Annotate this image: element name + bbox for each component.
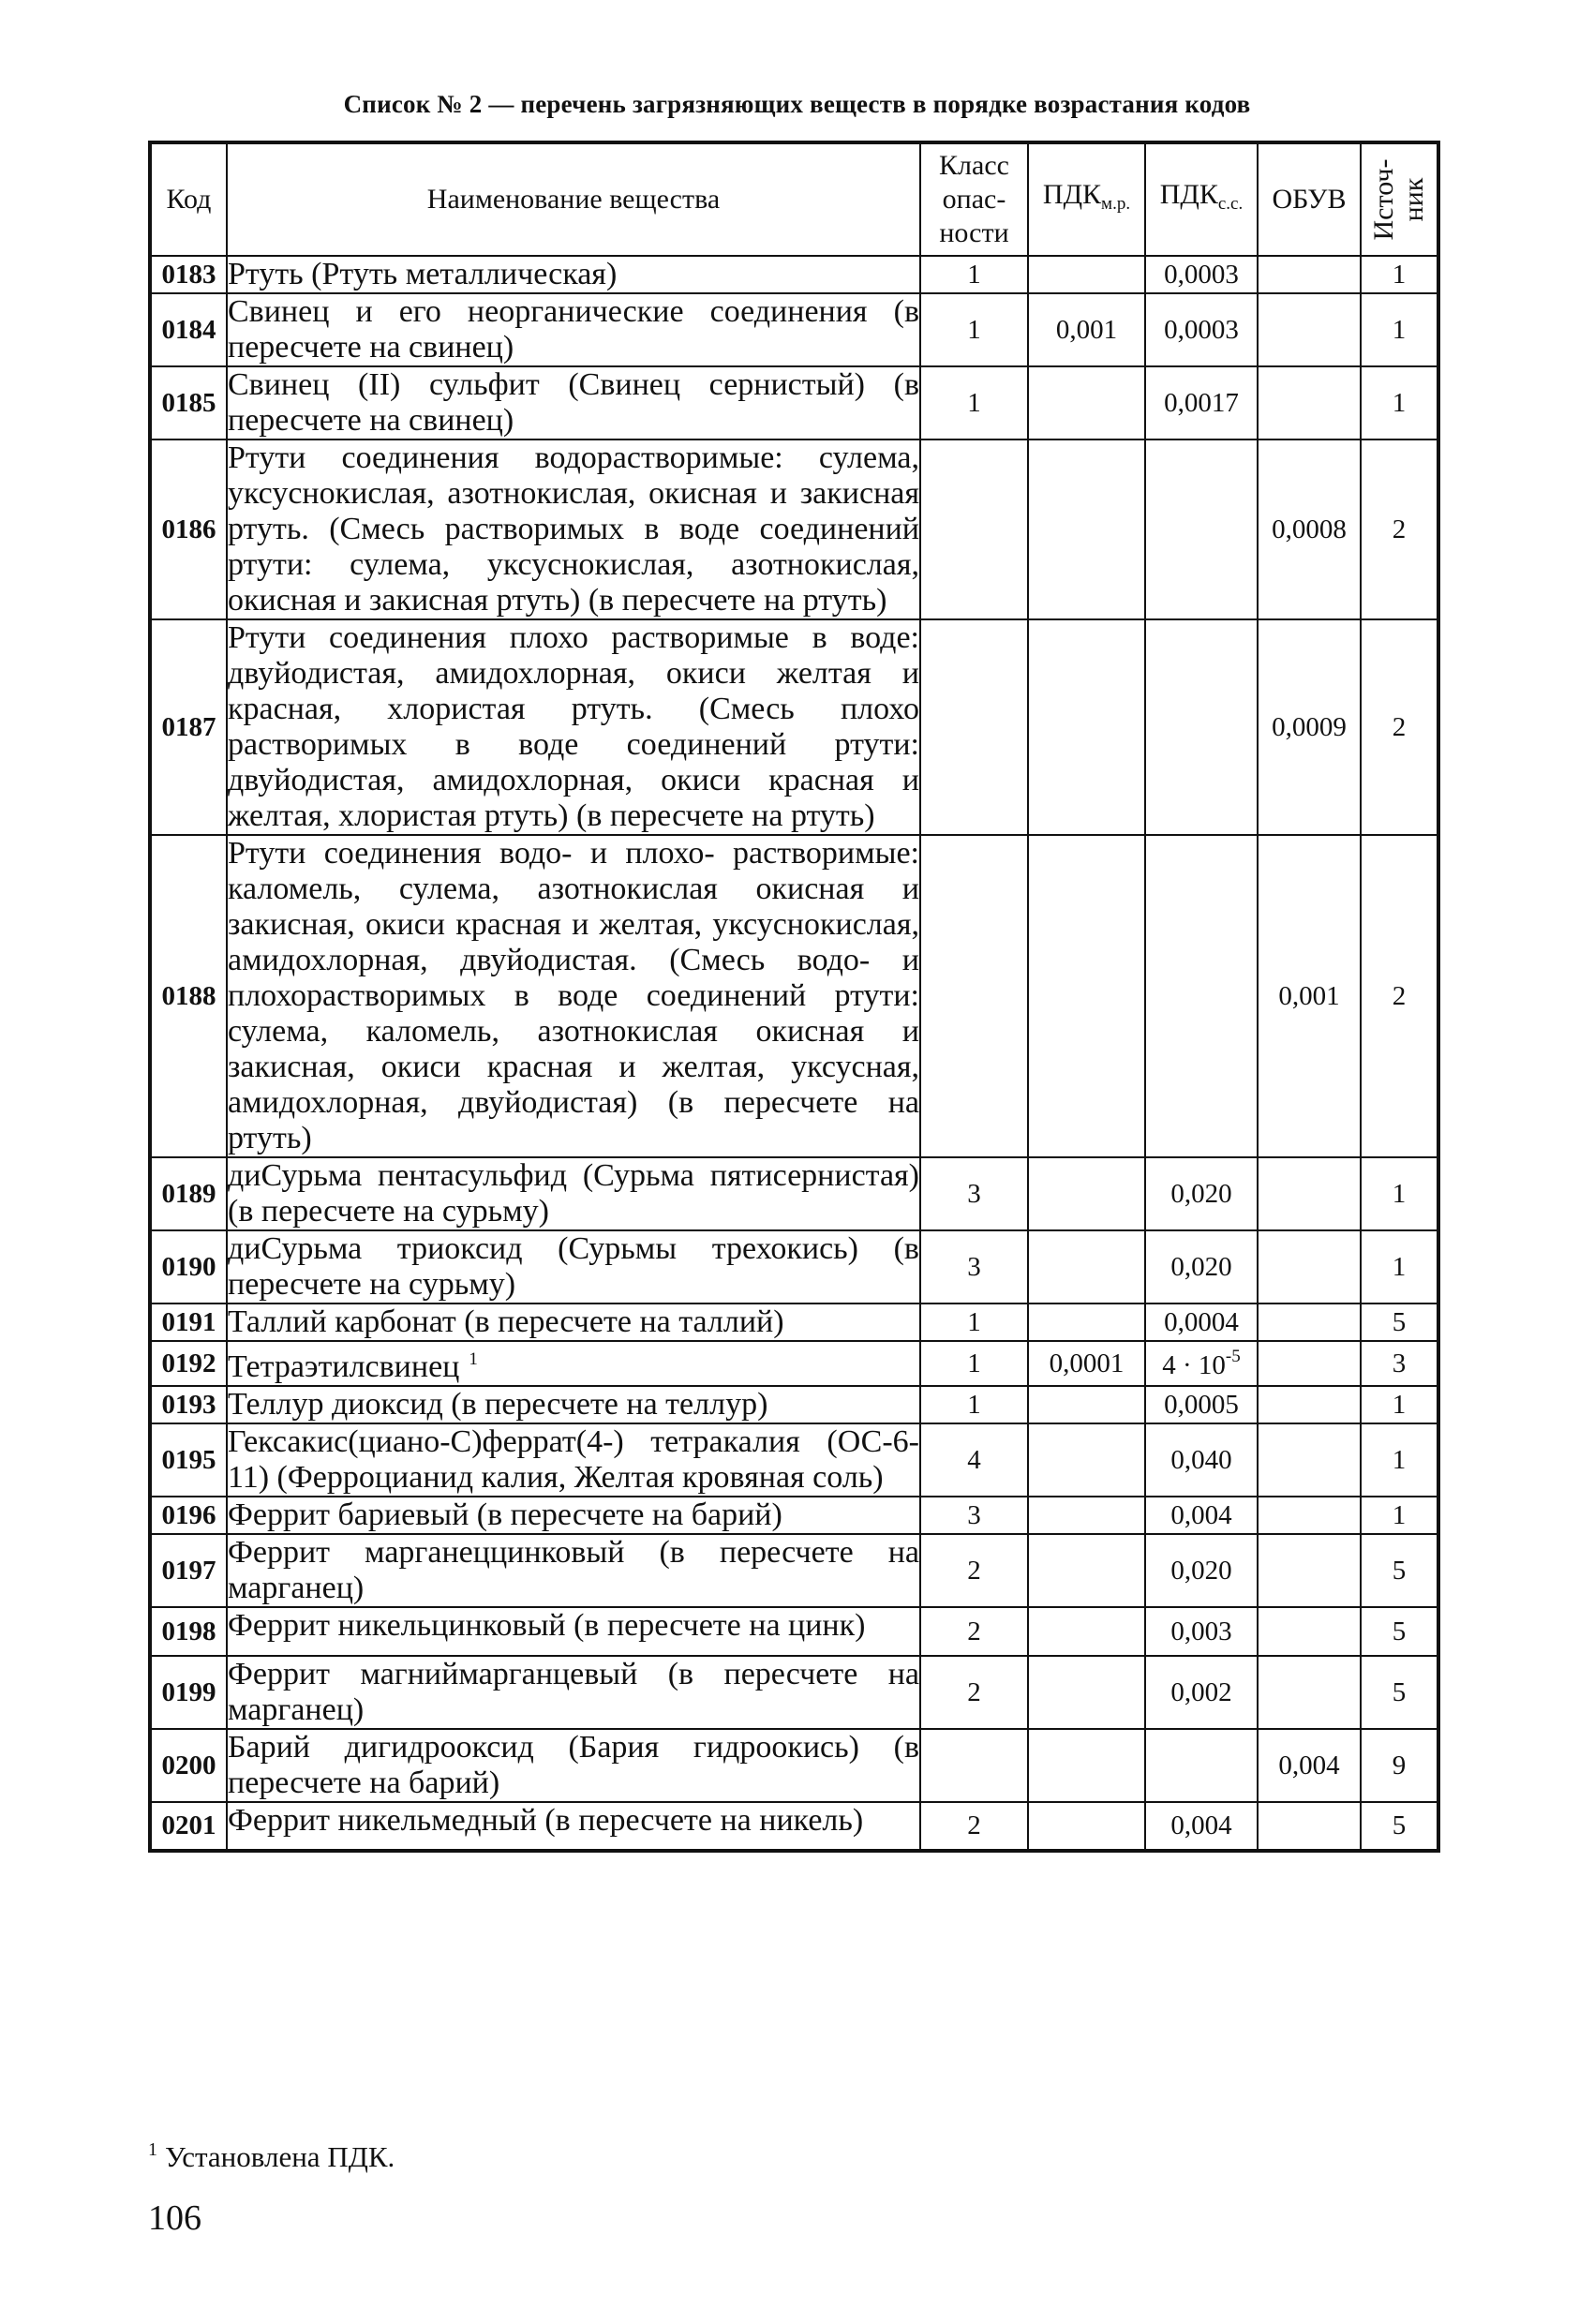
pdk-ss-value: 0,004 <box>1170 1810 1232 1840</box>
cell-class <box>920 1729 1028 1802</box>
cell-class: 2 <box>920 1802 1028 1851</box>
cell-name <box>227 439 920 619</box>
substance-name: Таллий карбонат (в пересчете на таллий) <box>228 1304 784 1339</box>
table-row <box>150 1534 1438 1607</box>
header-pdk-mr-main: ПДК <box>1042 179 1102 210</box>
cell-pdk-mr <box>1028 1157 1145 1230</box>
cell-code: 0184 <box>150 293 227 366</box>
cell-name <box>227 1157 920 1230</box>
cell-pdk-ss <box>1145 1607 1258 1656</box>
cell-obuv: 0,001 <box>1258 835 1361 1157</box>
cell-code: 0199 <box>150 1656 227 1729</box>
cell-name <box>227 1656 920 1729</box>
cell-class: 2 <box>920 1534 1028 1607</box>
cell-class: 4 <box>920 1423 1028 1497</box>
table-row <box>150 1802 1438 1851</box>
pdk-ss-value: 0,020 <box>1170 1178 1232 1209</box>
header-class <box>920 142 1028 256</box>
cell-name <box>227 1802 920 1851</box>
cell-obuv <box>1258 1497 1361 1534</box>
cell-source: 1 <box>1361 1230 1438 1304</box>
substance-name: Гексакис(циано-С)феррат(4-) тетракалия (ОС-6-11) (Ферроцианид калия, Желтая кровяная соль) <box>228 1424 919 1495</box>
page-number: 106 <box>148 2198 201 2238</box>
cell-name <box>227 1230 920 1304</box>
cell-pdk-ss <box>1145 293 1258 366</box>
cell-code: 0187 <box>150 619 227 835</box>
cell-obuv <box>1258 293 1361 366</box>
cell-class <box>920 835 1028 1157</box>
cell-source: 1 <box>1361 1386 1438 1423</box>
header-pdk-ss-main: ПДК <box>1159 179 1218 210</box>
cell-name <box>227 619 920 835</box>
cell-class: 3 <box>920 1157 1028 1230</box>
substance-name: Ртути соединения водо- и плохо- растворимые: каломель, сулема, азотнокислая окисная и закисная, окиси красная и желтая, уксуснокислая, амидохлорная, двуйодистая. (Смесь водо- и плохорастворимых в воде соединений ртути: сулема, каломель, азотнокислая окисная и закисная, окиси красная и желтая, уксусная, амидохлорная, двуйодистая) (в пересчете на ртуть) <box>228 836 919 1155</box>
pdk-ss-exponent: -5 <box>1225 1346 1241 1366</box>
cell-name <box>227 366 920 439</box>
cell-obuv <box>1258 1423 1361 1497</box>
pdk-ss-value: 0,0017 <box>1164 387 1239 418</box>
cell-pdk-ss <box>1145 1386 1258 1423</box>
cell-source: 2 <box>1361 439 1438 619</box>
substance-name: Свинец и его неорганические соединения (в пересчете на свинец) <box>228 294 919 365</box>
substance-name: Свинец (II) сульфит (Свинец сернистый) (в пересчете на свинец) <box>228 367 919 438</box>
cell-pdk-mr <box>1028 1729 1145 1802</box>
cell-pdk-mr <box>1028 1534 1145 1607</box>
table-row <box>150 1341 1438 1386</box>
cell-pdk-mr <box>1028 1656 1145 1729</box>
cell-pdk-ss <box>1145 1802 1258 1851</box>
cell-source: 3 <box>1361 1341 1438 1386</box>
header-pdk-ss-sub: с.с. <box>1217 194 1244 214</box>
cell-code: 0189 <box>150 1157 227 1230</box>
substance-name: Феррит никельмедный (в пересчете на никель) <box>228 1803 864 1838</box>
cell-pdk-ss <box>1145 256 1258 293</box>
cell-class: 3 <box>920 1230 1028 1304</box>
table-row <box>150 1607 1438 1656</box>
table-row <box>150 1386 1438 1423</box>
cell-code: 0183 <box>150 256 227 293</box>
cell-class: 1 <box>920 293 1028 366</box>
cell-code: 0188 <box>150 835 227 1157</box>
cell-class: 1 <box>920 1386 1028 1423</box>
cell-pdk-mr <box>1028 439 1145 619</box>
cell-code: 0185 <box>150 366 227 439</box>
cell-obuv <box>1258 1157 1361 1230</box>
cell-name <box>227 293 920 366</box>
pdk-ss-value: 0,0004 <box>1164 1306 1239 1337</box>
header-source <box>1361 142 1438 256</box>
cell-pdk-ss <box>1145 439 1258 619</box>
header-source-line2: ник <box>1398 177 1429 222</box>
cell-obuv <box>1258 1802 1361 1851</box>
cell-source: 1 <box>1361 1497 1438 1534</box>
substance-name: Теллур диоксид (в пересчете на теллур) <box>228 1387 768 1422</box>
footnote-mark: 1 <box>148 2139 157 2160</box>
cell-pdk-ss <box>1145 1423 1258 1497</box>
table-row <box>150 1230 1438 1304</box>
cell-source: 5 <box>1361 1607 1438 1656</box>
header-class-text: Класс опас- ности <box>939 150 1009 248</box>
cell-name <box>227 1729 920 1802</box>
cell-source: 9 <box>1361 1729 1438 1802</box>
cell-name <box>227 1607 920 1656</box>
substance-name: Феррит бариевый (в пересчете на барий) <box>228 1497 782 1532</box>
cell-obuv <box>1258 1656 1361 1729</box>
table-row <box>150 293 1438 366</box>
cell-pdk-ss <box>1145 1497 1258 1534</box>
cell-code: 0197 <box>150 1534 227 1607</box>
cell-code: 0192 <box>150 1341 227 1386</box>
cell-source: 1 <box>1361 1423 1438 1497</box>
cell-name <box>227 256 920 293</box>
substance-name: Тетраэтилсвинец <box>228 1349 460 1384</box>
cell-code: 0186 <box>150 439 227 619</box>
cell-code: 0198 <box>150 1607 227 1656</box>
cell-name <box>227 835 920 1157</box>
cell-obuv <box>1258 1386 1361 1423</box>
substance-name: Феррит магниймарганцевый (в пересчете на марганец) <box>228 1657 919 1727</box>
cell-code: 0193 <box>150 1386 227 1423</box>
header-name: Наименование вещества <box>227 142 920 256</box>
header-obuv: ОБУВ <box>1258 142 1361 256</box>
cell-code: 0196 <box>150 1497 227 1534</box>
cell-class: 3 <box>920 1497 1028 1534</box>
cell-class: 1 <box>920 1304 1028 1341</box>
cell-pdk-ss <box>1145 619 1258 835</box>
cell-pdk-ss <box>1145 366 1258 439</box>
cell-class: 1 <box>920 256 1028 293</box>
cell-pdk-mr <box>1028 366 1145 439</box>
footnote-text: Установлена ПДК. <box>165 2140 395 2173</box>
table-row <box>150 439 1438 619</box>
cell-name <box>227 1341 920 1386</box>
cell-pdk-ss <box>1145 1157 1258 1230</box>
cell-pdk-ss <box>1145 1341 1258 1386</box>
cell-class: 1 <box>920 1341 1028 1386</box>
cell-pdk-ss <box>1145 1304 1258 1341</box>
cell-obuv <box>1258 1534 1361 1607</box>
pdk-ss-value: 0,003 <box>1170 1616 1232 1646</box>
pdk-ss-value: 0,0005 <box>1164 1389 1239 1420</box>
cell-pdk-ss <box>1145 1534 1258 1607</box>
cell-class: 1 <box>920 366 1028 439</box>
header-source-line1: Источ- <box>1368 158 1399 241</box>
header-pdk-ss <box>1145 142 1258 256</box>
cell-code: 0191 <box>150 1304 227 1341</box>
cell-source: 2 <box>1361 835 1438 1157</box>
cell-pdk-mr <box>1028 1304 1145 1341</box>
cell-obuv <box>1258 1304 1361 1341</box>
header-pdk-mr-sub: м.р. <box>1101 194 1131 214</box>
header-pdk-mr <box>1028 142 1145 256</box>
table-row <box>150 835 1438 1157</box>
cell-pdk-mr <box>1028 619 1145 835</box>
cell-pdk-mr <box>1028 1230 1145 1304</box>
cell-class <box>920 619 1028 835</box>
table-header-row <box>150 142 1438 256</box>
table-row <box>150 1157 1438 1230</box>
cell-obuv <box>1258 366 1361 439</box>
cell-pdk-ss <box>1145 1230 1258 1304</box>
table-body <box>150 256 1438 1851</box>
pdk-ss-value: 0,020 <box>1170 1555 1232 1586</box>
footnote-ref: 1 <box>469 1349 478 1369</box>
header-code: Код <box>150 142 227 256</box>
cell-source: 5 <box>1361 1802 1438 1851</box>
pdk-ss-value: 0,0003 <box>1164 314 1239 345</box>
substance-name: Ртути соединения водорастворимые: сулема, уксуснокислая, азотнокислая, окисная и закисная ртуть. (Смесь растворимых в воде соединений ртути: сулема, уксуснокислая, азотнокислая, окисная и закисная ртуть) (в пересчете на ртуть) <box>228 440 919 618</box>
cell-source: 5 <box>1361 1304 1438 1341</box>
cell-code: 0201 <box>150 1802 227 1851</box>
cell-obuv <box>1258 1230 1361 1304</box>
cell-name <box>227 1304 920 1341</box>
header-source-rotated <box>1369 159 1429 241</box>
table-row <box>150 256 1438 293</box>
cell-pdk-ss <box>1145 835 1258 1157</box>
cell-source: 1 <box>1361 366 1438 439</box>
cell-pdk-mr: 0,001 <box>1028 293 1145 366</box>
substance-name: диСурьма триоксид (Сурьмы трехокись) (в пересчете на сурьму) <box>228 1231 919 1302</box>
cell-name <box>227 1534 920 1607</box>
cell-code: 0190 <box>150 1230 227 1304</box>
cell-name <box>227 1497 920 1534</box>
cell-source: 1 <box>1361 256 1438 293</box>
cell-obuv: 0,0008 <box>1258 439 1361 619</box>
substance-name: Ртуть (Ртуть металлическая) <box>228 257 618 291</box>
cell-source: 1 <box>1361 293 1438 366</box>
substance-name: Феррит никельцинковый (в пересчете на цинк) <box>228 1608 866 1643</box>
footnote <box>148 2139 395 2174</box>
cell-source: 5 <box>1361 1656 1438 1729</box>
table-row <box>150 1304 1438 1341</box>
cell-pdk-ss <box>1145 1656 1258 1729</box>
substances-table <box>148 141 1440 1853</box>
substance-name: Феррит марганеццинковый (в пересчете на марганец) <box>228 1535 919 1605</box>
cell-pdk-mr: 0,0001 <box>1028 1341 1145 1386</box>
pdk-ss-value: 0,002 <box>1170 1676 1232 1707</box>
table-row <box>150 1423 1438 1497</box>
pdk-ss-value: 0,0003 <box>1164 259 1239 290</box>
cell-obuv <box>1258 1607 1361 1656</box>
cell-pdk-mr <box>1028 1802 1145 1851</box>
cell-source: 5 <box>1361 1534 1438 1607</box>
table-row <box>150 366 1438 439</box>
cell-class: 2 <box>920 1607 1028 1656</box>
cell-source: 2 <box>1361 619 1438 835</box>
cell-obuv: 0,0009 <box>1258 619 1361 835</box>
cell-obuv <box>1258 256 1361 293</box>
cell-class: 2 <box>920 1656 1028 1729</box>
cell-source: 1 <box>1361 1157 1438 1230</box>
cell-pdk-mr <box>1028 835 1145 1157</box>
cell-class <box>920 439 1028 619</box>
substance-name: Ртути соединения плохо растворимые в воде: двуйодистая, амидохлорная, окиси желтая и красная, хлористая ртуть. (Смесь плохо растворимых в воде соединений ртути: двуйодистая, амидохлорная, окиси красная и желтая, хлористая ртуть) (в пересчете на ртуть) <box>228 620 919 833</box>
table-row <box>150 1729 1438 1802</box>
cell-pdk-ss <box>1145 1729 1258 1802</box>
pdk-ss-value: 0,004 <box>1170 1499 1232 1530</box>
table-row <box>150 1656 1438 1729</box>
page-title: Список № 2 — перечень загрязняющих веществ в порядке возрастания кодов <box>343 90 1251 118</box>
cell-code: 0195 <box>150 1423 227 1497</box>
cell-obuv: 0,004 <box>1258 1729 1361 1802</box>
cell-obuv <box>1258 1341 1361 1386</box>
table-row <box>150 1497 1438 1534</box>
pdk-ss-value: 0,040 <box>1170 1444 1232 1475</box>
cell-pdk-mr <box>1028 1386 1145 1423</box>
pdk-ss-value: 4 · 10 <box>1162 1349 1226 1380</box>
table-row <box>150 619 1438 835</box>
cell-code: 0200 <box>150 1729 227 1802</box>
cell-pdk-mr <box>1028 1607 1145 1656</box>
substance-name: диСурьма пентасульфид (Сурьма пятисернистая) (в пересчете на сурьму) <box>228 1158 919 1229</box>
pdk-ss-value: 0,020 <box>1170 1251 1232 1282</box>
cell-name <box>227 1386 920 1423</box>
cell-pdk-mr <box>1028 256 1145 293</box>
cell-pdk-mr <box>1028 1497 1145 1534</box>
cell-pdk-mr <box>1028 1423 1145 1497</box>
substance-name: Барий дигидрооксид (Бария гидроокись) (в пересчете на барий) <box>228 1730 919 1800</box>
cell-name <box>227 1423 920 1497</box>
